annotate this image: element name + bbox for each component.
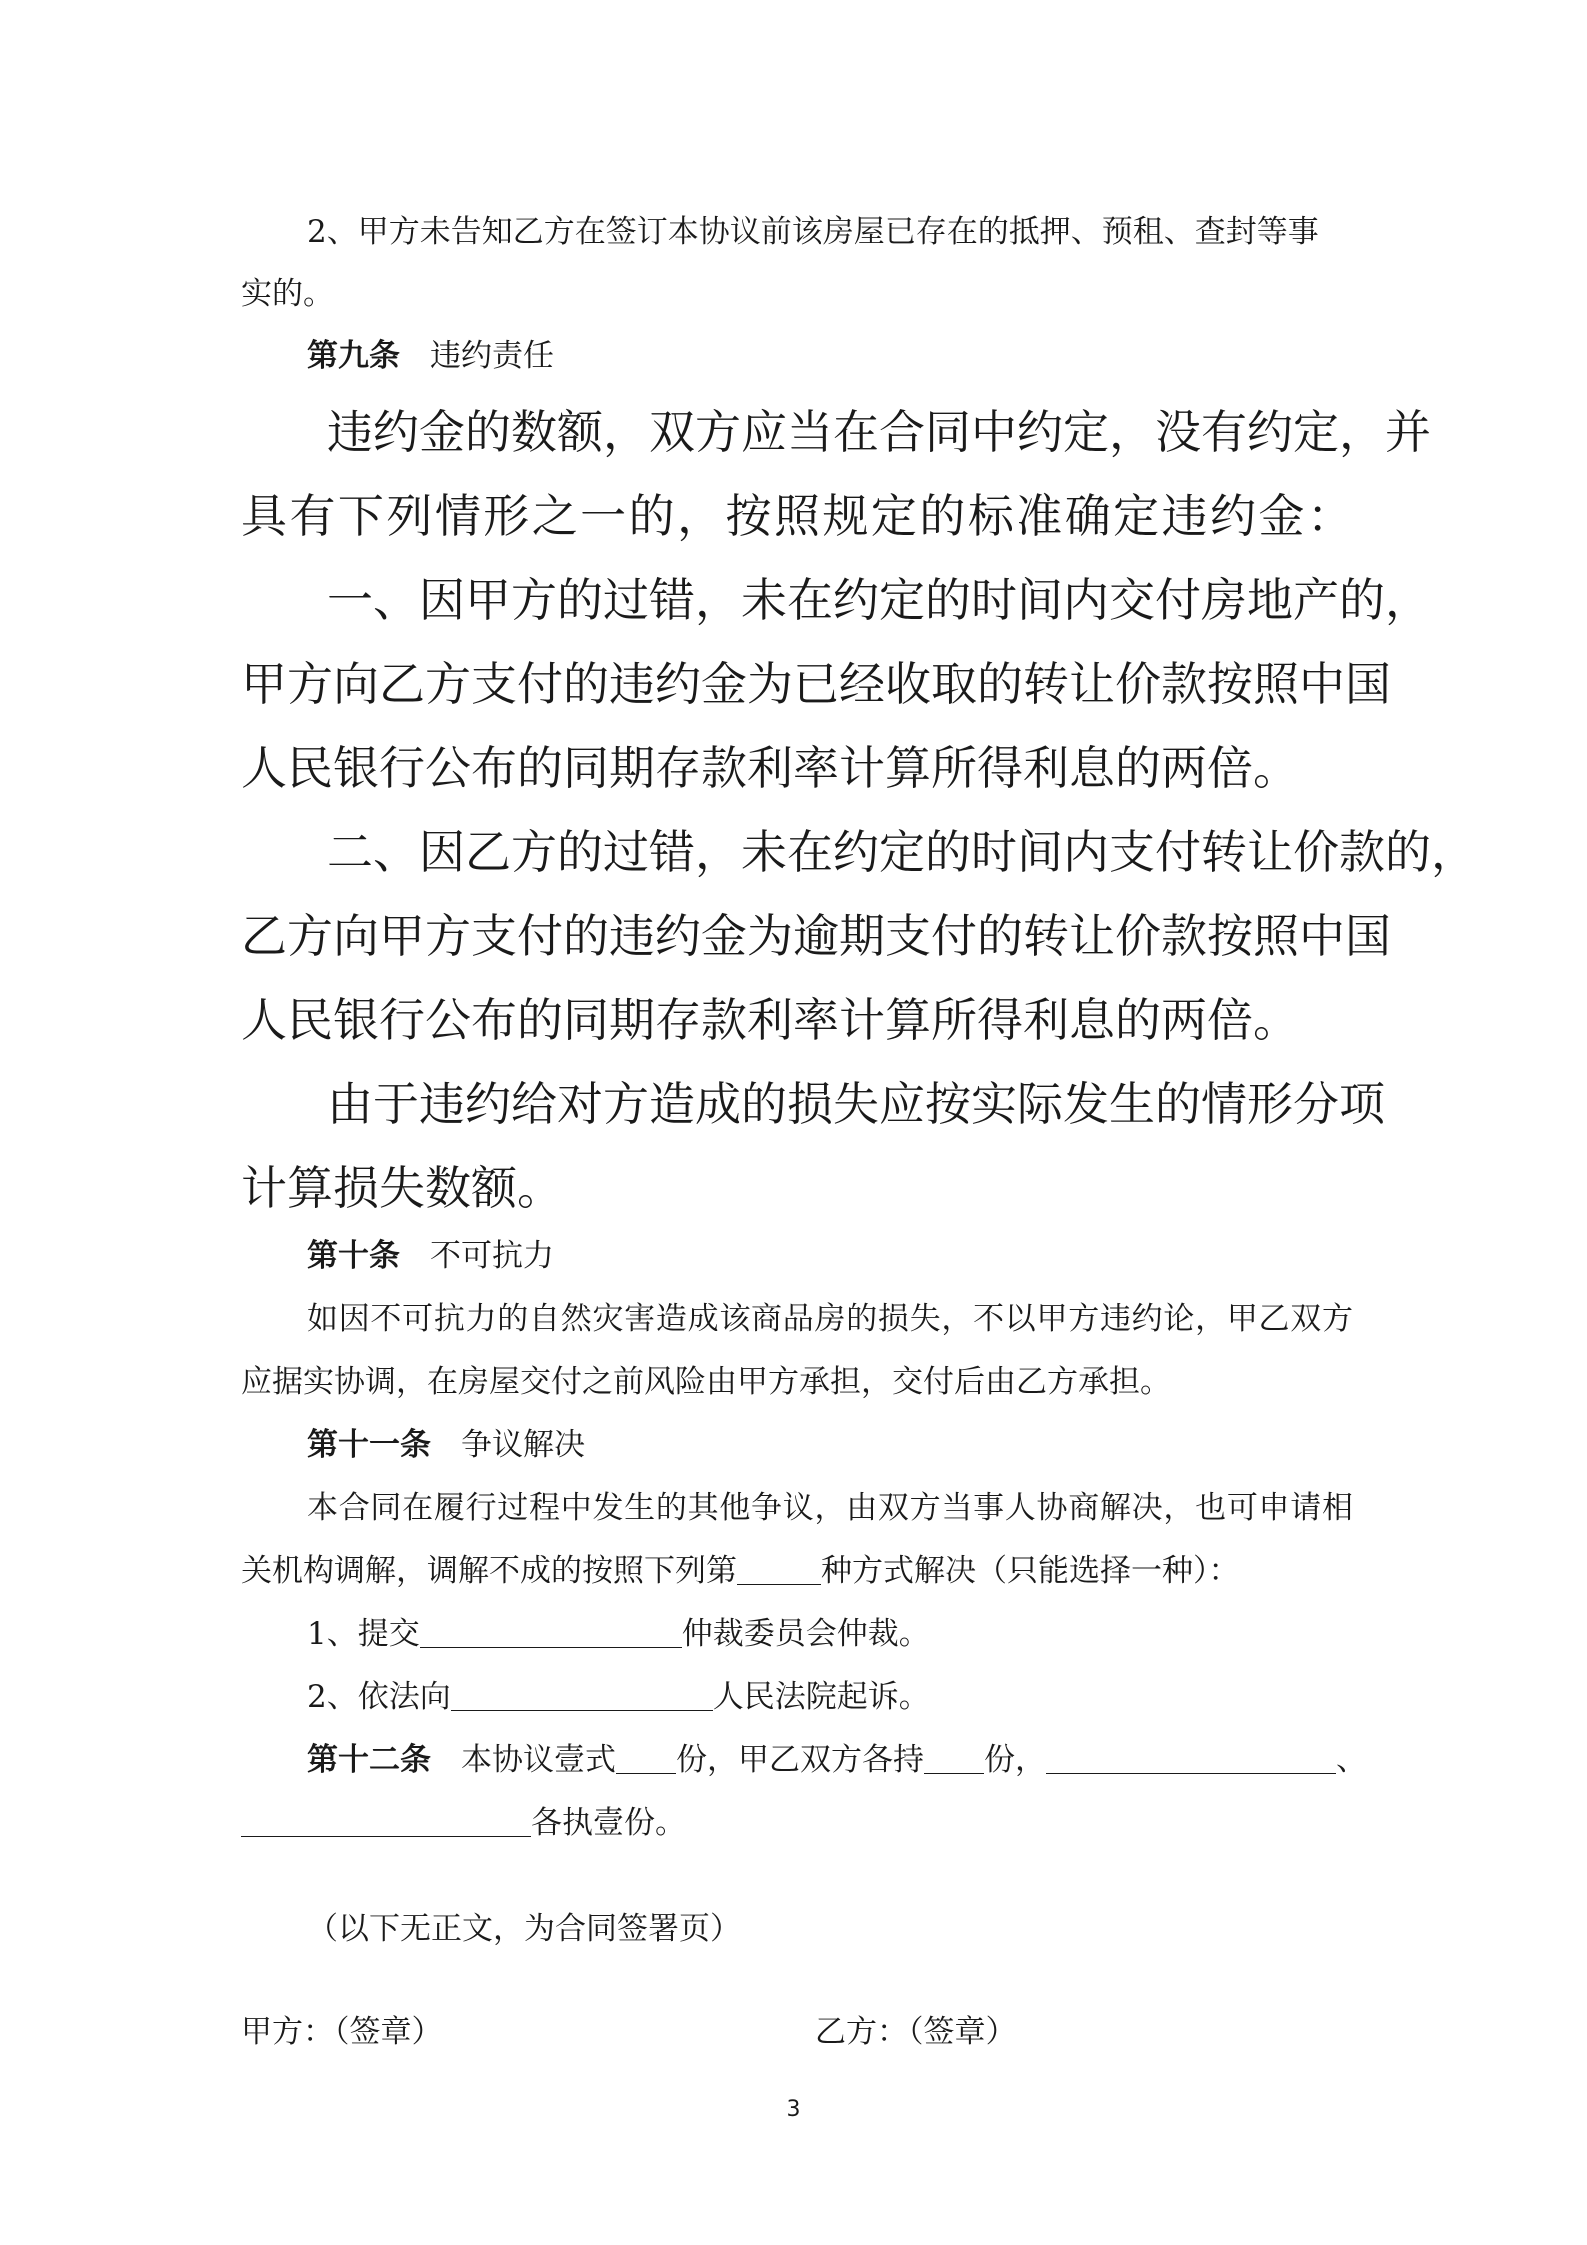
method-number-blank: [737, 1554, 821, 1585]
article-11-body-line-2: [241, 1545, 1240, 1590]
option-1: [307, 1608, 930, 1653]
total-copies-blank: [616, 1743, 676, 1774]
article-12-line-2-end: 各执壹份。: [531, 1805, 686, 1841]
article-9-item-1-line-3: 人民银行公布的同期存款利率计算所得利息的两倍。: [241, 741, 1299, 795]
article-9-loss-line-2: 计算损失数额。: [241, 1161, 563, 1215]
article-10-number: 第十条: [307, 1238, 400, 1274]
article-12-each-holds-label: 份，甲乙双方各持: [676, 1742, 924, 1778]
clause-2-line-1: 2、甲方未告知乙方在签订本协议前该房屋已存在的抵押、预租、查封等事: [307, 214, 1319, 250]
option-2-start: 2、依法向: [307, 1679, 451, 1715]
article-12-separator: 、: [1336, 1742, 1367, 1778]
article-11-number: 第十一条: [307, 1427, 431, 1463]
article-12-line-2: [241, 1797, 686, 1842]
copies-each-blank: [924, 1743, 984, 1774]
no-text-below-note: （以下无正文，为合同签署页）: [307, 1911, 741, 1947]
option-1-end: 仲裁委员会仲裁。: [681, 1616, 930, 1652]
article-9-intro-line-2: 具有下列情形之一的，按照规定的标准确定违约金：: [241, 489, 1353, 543]
article-12-copies-suffix: 份，: [984, 1742, 1046, 1778]
article-12-number: 第十二条: [307, 1742, 431, 1778]
article-9-loss-line-1: 由于违约给对方造成的损失应按实际发生的情形分项: [327, 1077, 1385, 1131]
court-blank: [451, 1680, 713, 1711]
article-11-body-line-1: 本合同在履行过程中发生的其他争议，由双方当事人协商解决，也可申请相: [307, 1490, 1353, 1526]
article-10-title: 不可抗力: [430, 1238, 554, 1274]
article-9-heading: [307, 330, 554, 375]
article-9-item-2-line-2: 乙方向甲方支付的违约金为逾期支付的转让价款按照中国: [241, 909, 1391, 963]
article-9-item-2-line-3: 人民银行公布的同期存款利率计算所得利息的两倍。: [241, 993, 1299, 1047]
article-9-item-1-line-1: 一、因甲方的过错，未在约定的时间内交付房地产的，: [327, 573, 1431, 627]
clause-2-line-2: 实的。: [241, 276, 334, 312]
article-9-item-1-line-2: 甲方向乙方支付的违约金为已经收取的转让价款按照中国: [241, 657, 1391, 711]
article-11-body-line-2-end: 种方式解决（只能选择一种）：: [821, 1553, 1240, 1589]
article-12-copies-label: 本协议壹式: [461, 1742, 616, 1778]
article-10-body-line-1: 如因不可抗力的自然灾害造成该商品房的损失，不以甲方违约论，甲乙双方: [307, 1301, 1353, 1337]
option-2-end: 人民法院起诉。: [712, 1679, 930, 1715]
article-10-heading: [307, 1230, 554, 1275]
party-a-signature: 甲方：（签章）: [241, 2014, 443, 2050]
option-2: [307, 1671, 930, 1716]
article-9-number: 第九条: [307, 338, 400, 374]
option-1-start: 1、提交: [307, 1616, 420, 1652]
article-11-heading: [307, 1419, 585, 1464]
holder-2-blank: [241, 1806, 531, 1837]
holder-1-blank: [1046, 1743, 1336, 1774]
article-11-title: 争议解决: [461, 1427, 585, 1463]
article-12-line-1: [307, 1734, 1367, 1779]
article-9-title: 违约责任: [430, 338, 554, 374]
article-9-item-2-line-1: 二、因乙方的过错，未在约定的时间内支付转让价款的，: [327, 825, 1477, 879]
party-b-signature: 乙方：（签章）: [815, 2014, 1017, 2050]
arbitration-committee-blank: [420, 1617, 682, 1648]
page-number: 3: [786, 2097, 801, 2122]
article-10-body-line-2: 应据实协调，在房屋交付之前风险由甲方承担，交付后由乙方承担。: [241, 1364, 1171, 1400]
article-11-body-line-2-start: 关机构调解，调解不成的按照下列第: [241, 1553, 737, 1589]
article-9-intro-line-1: 违约金的数额，双方应当在合同中约定，没有约定，并: [327, 405, 1431, 459]
